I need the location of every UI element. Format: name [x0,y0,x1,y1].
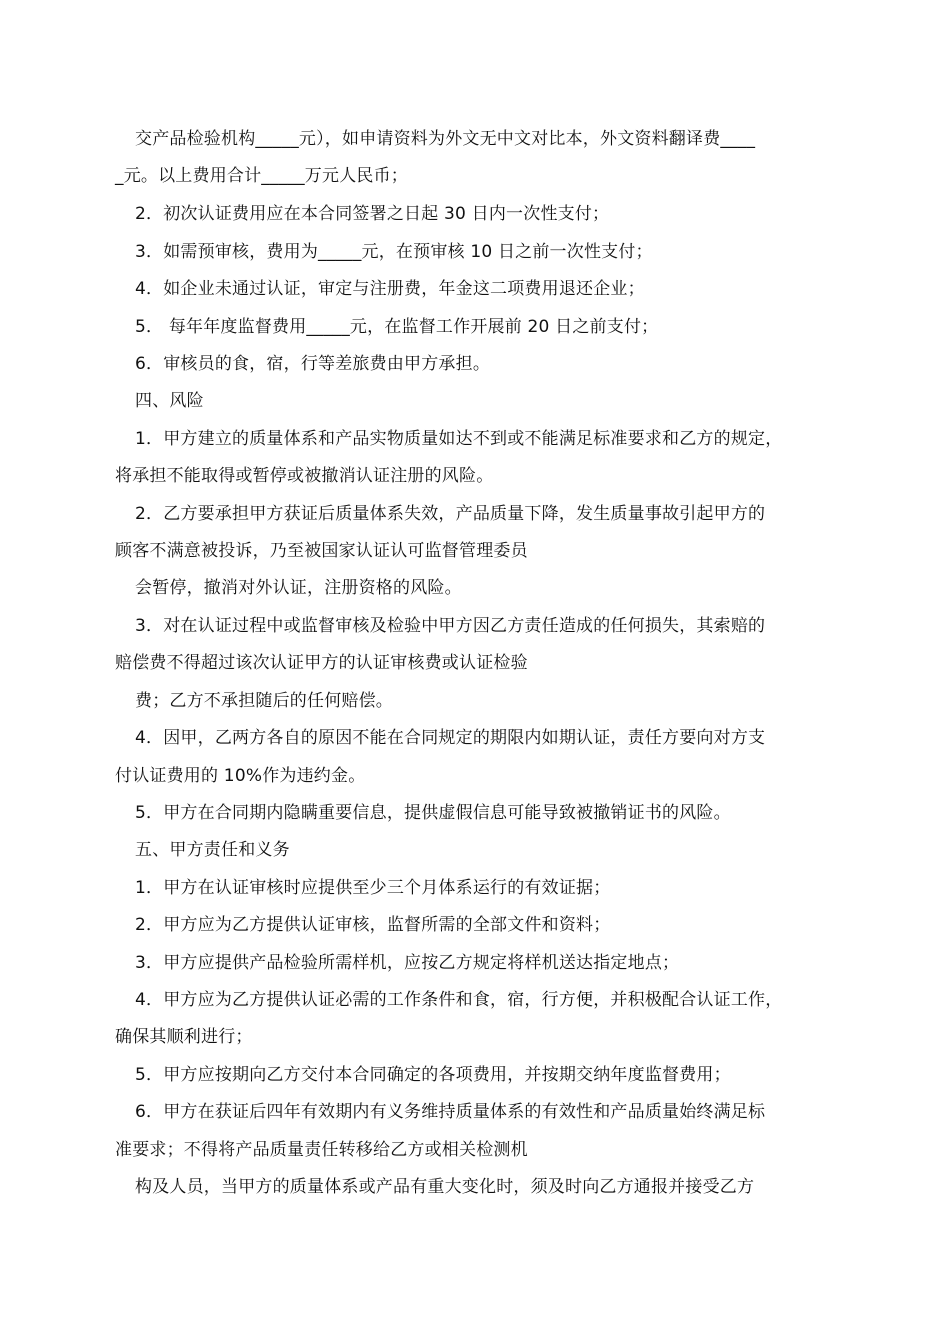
text-line: 5． 每年年度监督费用_____元，在监督工作开展前 20 日之前支付； [135,317,659,337]
section-heading: 四、风险 [135,391,204,411]
text-line: 2．甲方应为乙方提供认证审核，监督所需的全部文件和资料； [135,915,611,935]
text-line: 赔偿费不得超过该次认证甲方的认证审核费或认证检验 [115,653,528,673]
text-line: 3．如需预审核，费用为_____元，在预审核 10 日之前一次性支付； [135,242,653,262]
text-line: 费；乙方不承担随后的任何赔偿。 [135,691,393,711]
text-line: 交产品检验机构_____元），如申请资料为外文无中文对比本，外文资料翻译费____ [135,129,756,149]
text-line: 确保其顺利进行； [115,1027,253,1047]
text-line: 会暂停，撤消对外认证，注册资格的风险。 [135,578,462,598]
text-line: 4．如企业未通过认证，审定与注册费，年金这二项费用退还企业； [135,279,645,299]
text-line: 3．甲方应提供产品检验所需样机，应按乙方规定将样机送达指定地点； [135,953,680,973]
text-line: 2．乙方要承担甲方获证后质量体系失效，产品质量下降，发生质量事故引起甲方的 [135,504,766,524]
text-line: 5．甲方在合同期内隐瞒重要信息，提供虚假信息可能导致被撤销证书的风险。 [135,803,731,823]
text-line: 准要求；不得将产品质量责任转移给乙方或相关检测机 [115,1140,528,1160]
text-line: 2．初次认证费用应在本合同签署之日起 30 日内一次性支付； [135,204,610,224]
text-line: 1．甲方建立的质量体系和产品实物质量如达不到或不能满足标准要求和乙方的规定， [135,429,783,449]
text-line: 4．因甲，乙两方各自的原因不能在合同规定的期限内如期认证，责任方要向对方支 [135,728,766,748]
text-line: 3．对在认证过程中或监督审核及检验中甲方因乙方责任造成的任何损失，其索赔的 [135,616,766,636]
text-line: 构及人员，当甲方的质量体系或产品有重大变化时，须及时向乙方通报并接受乙方 [135,1177,755,1197]
text-line: _元。以上费用合计_____万元人民币； [115,166,408,186]
text-line: 5．甲方应按期向乙方交付本合同确定的各项费用，并按期交纳年度监督费用； [135,1065,731,1085]
text-line: 6．甲方在获证后四年有效期内有义务维持质量体系的有效性和产品质量始终满足标 [135,1102,766,1122]
text-line: 顾客不满意被投诉，乃至被国家认证认可监督管理委员 [115,541,528,561]
text-line: 付认证费用的 10%作为违约金。 [115,766,366,786]
text-line: 4．甲方应为乙方提供认证必需的工作条件和食，宿，行方便，并积极配合认证工作， [135,990,783,1010]
text-line: 6．审核员的食，宿，行等差旅费由甲方承担。 [135,354,491,374]
section-heading: 五、甲方责任和义务 [135,840,290,860]
text-line: 1．甲方在认证审核时应提供至少三个月体系运行的有效证据； [135,878,611,898]
text-line: 将承担不能取得或暂停或被撤消认证注册的风险。 [115,466,494,486]
